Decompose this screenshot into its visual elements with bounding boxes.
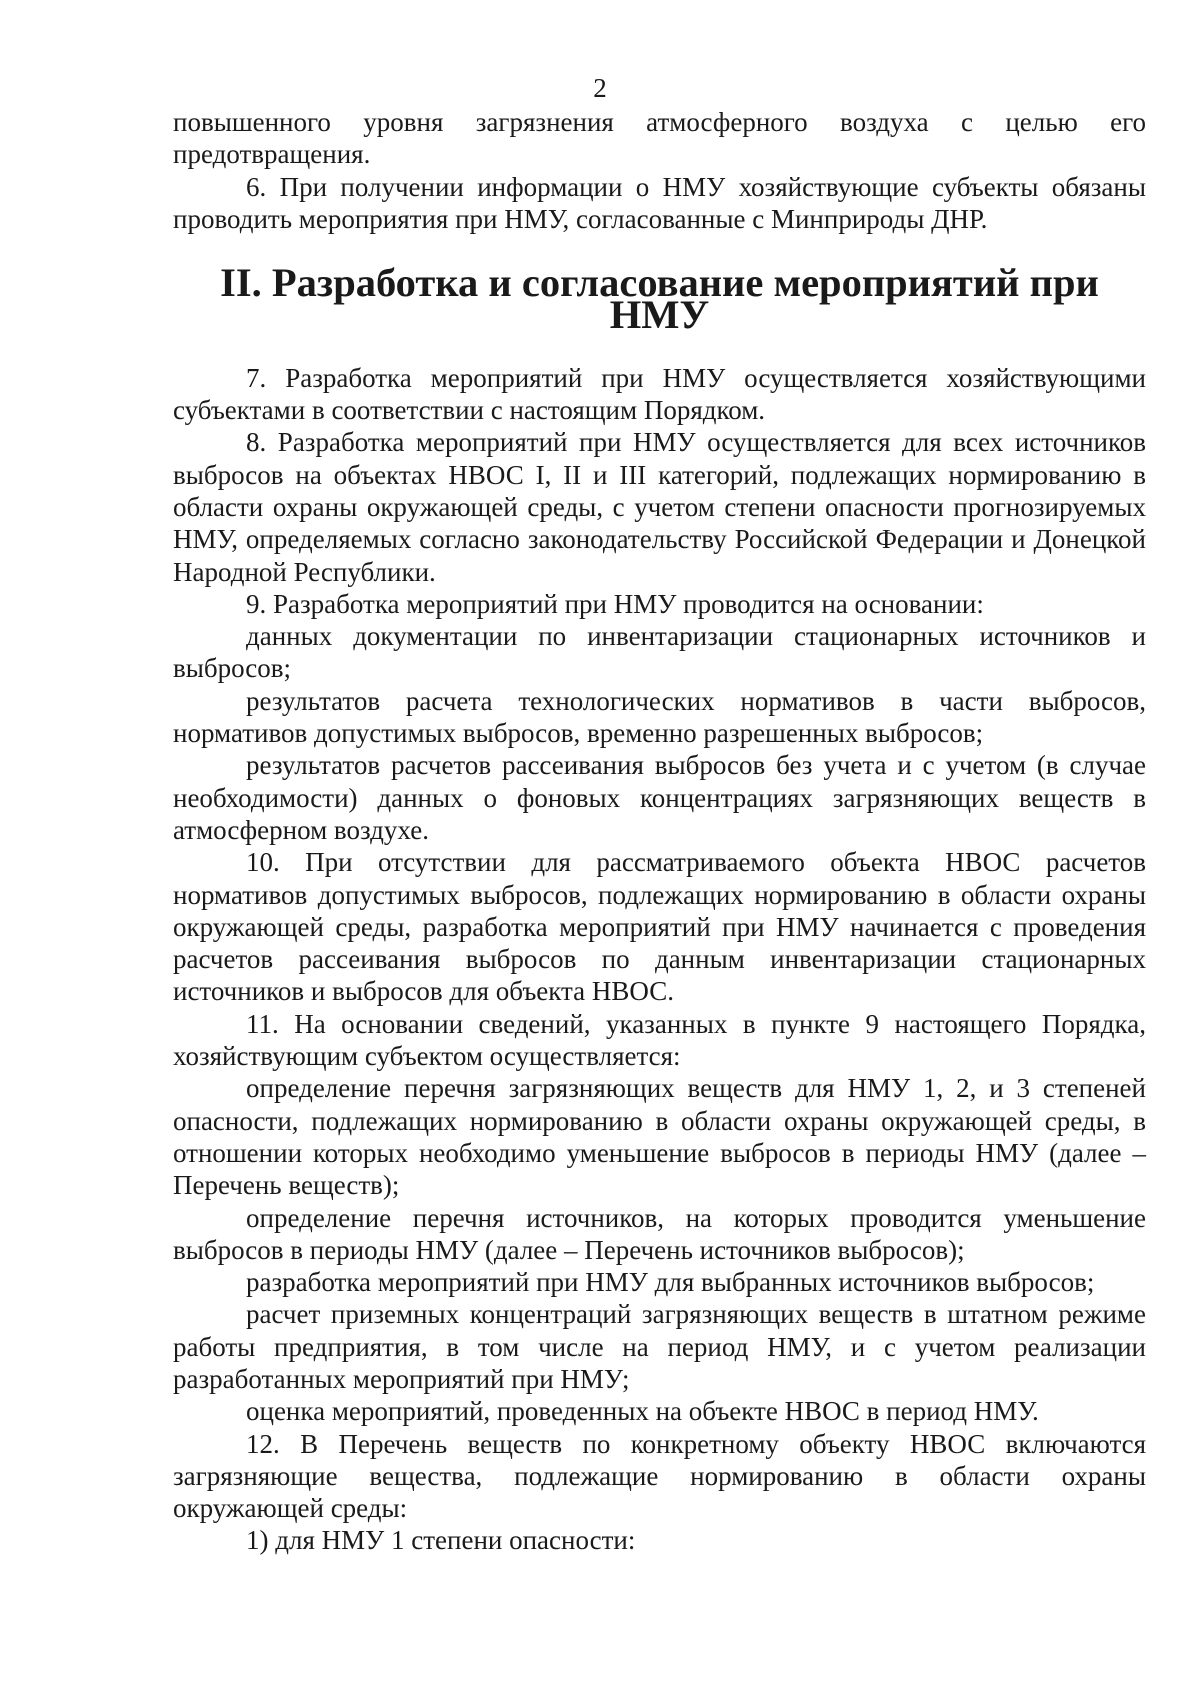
list-item-substance-list: определение перечня загрязняющих веществ для НМУ 1, 2, и 3 степеней опасности, подлежащих нормированию в области охраны окружающей среды, в отношении которых необходимо уменьшение выбросов в периоды НМУ (далее – Перечень веществ); [173,1073,1146,1201]
section-heading: II. Разработка и согласование мероприятий при НМУ [220,260,1099,338]
subitem-1: 1) для НМУ 1 степени опасности: [246,1525,636,1556]
paragraph-continuation: повышенного уровня загрязнения атмосферного воздуха с целью его предотвращения. [173,107,1146,170]
list-item-concentration-calculation: расчет приземных концентраций загрязняющих веществ в штатном режиме работы предприятия, в том числе на период НМУ, и с учетом реализации разработанных мероприятий при НМУ; [173,1299,1146,1394]
paragraph-item-12: 12. В Перечень веществ по конкретному объекту НВОС включаются загрязняющие вещества, подлежащие нормированию в области охраны окружающей среды: [173,1428,1146,1524]
paragraph-item-10: 10. При отсутствии для рассматриваемого объекта НВОС расчетов нормативов допустимых выбросов, подлежащих нормированию в области охраны окружающей среды, разработка мероприятий при НМУ начинается с проведения расчетов рассеивания выбросов по данным инвентаризации стационарных источников и выбросов для объекта НВОС. [173,847,1146,1007]
list-item-inventory-data: данных документации по инвентаризации стационарных источников и выбросов; [173,621,1146,684]
paragraph-item-9: 9. Разработка мероприятий при НМУ проводится на основании: [246,588,984,619]
paragraph-item-8: 8. Разработка мероприятий при НМУ осуществляется для всех источников выбросов на объектах НВОС I, II и III категорий, подлежащих нормированию в области охраны окружающей среды, с учетом степени опасности прогнозируемых НМУ, определяемых согласно законодательству Российской Федерации и Донецкой Народной Республики. [173,427,1146,587]
paragraph-item-11: 11. На основании сведений, указанных в пункте 9 настоящего Порядка, хозяйствующим субъектом осуществляется: [173,1008,1146,1072]
list-item-measures-assessment: оценка мероприятий, проведенных на объекте НВОС в период НМУ. [246,1396,1039,1427]
list-item-measures-development: разработка мероприятий при НМУ для выбранных источников выбросов; [246,1267,1095,1298]
list-item-technological-standards: результатов расчета технологических нормативов в части выбросов, нормативов допустимых выбросов, временно разрешенных выбросов; [173,685,1146,749]
page-number: 2 [593,73,607,103]
document-body [173,106,1146,1557]
paragraph-item-6: 6. При получении информации о НМУ хозяйствующие субъекты обязаны проводить мероприятия при НМУ, согласованные с Минприроды ДНР. [173,171,1146,234]
list-item-dispersion-calculations: результатов расчетов рассеивания выбросов без учета и с учетом (в случае необходимости) данных о фоновых концентрациях загрязняющих веществ в атмосферном воздухе. [173,750,1146,845]
paragraph-item-7: 7. Разработка мероприятий при НМУ осуществляется хозяйствующими субъектами в соответствии с настоящим Порядком. [173,362,1146,426]
list-item-source-list: определение перечня источников, на которых проводится уменьшение выбросов в периоды НМУ (далее – Перечень источников выбросов); [173,1202,1146,1265]
